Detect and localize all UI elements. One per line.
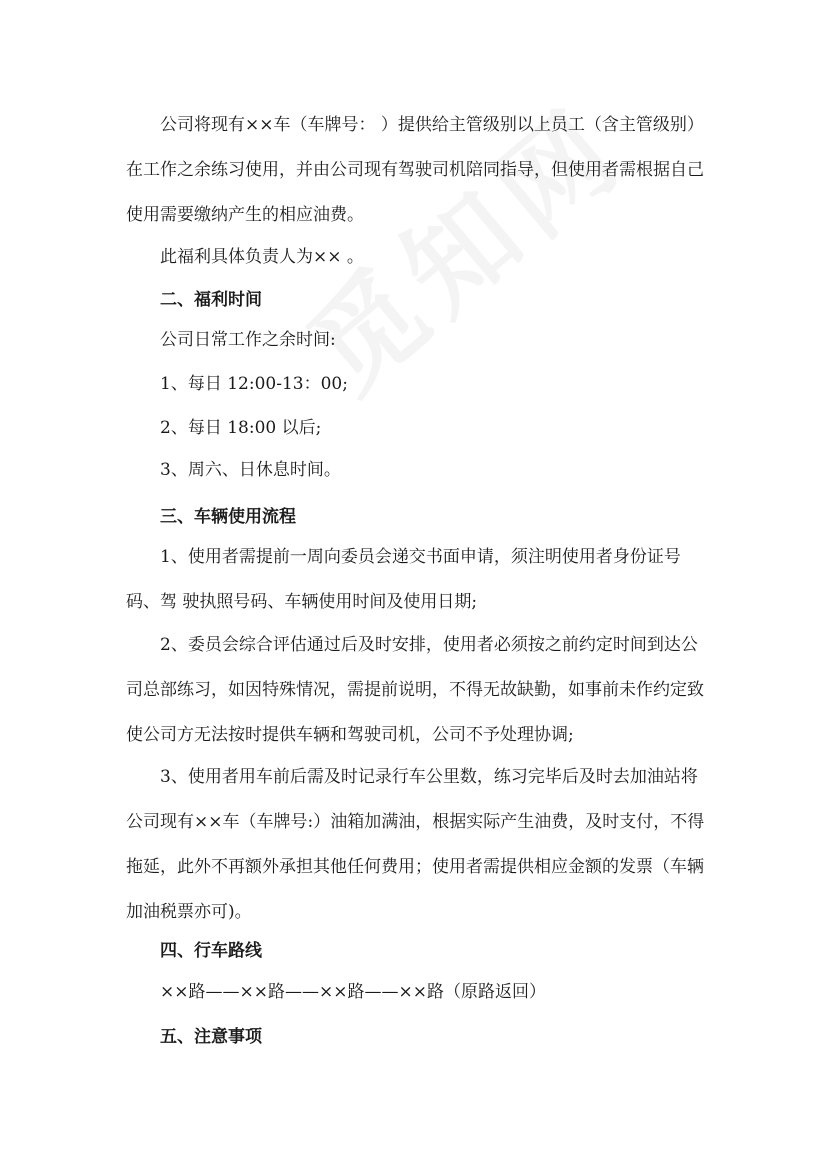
list-item-time-3: 3、周六、日休息时间。 [160, 460, 341, 480]
heading-vehicle-process: 三、车辆使用流程 [160, 507, 296, 527]
list-item-process-2: 2、委员会综合评估通过后及时安排，使用者必须按之前约定时间到达公司总部练习，如因特殊情况，需提前说明，不得无故缺勤，如事前未作约定致使公司方无法按时提供车辆和驾驶司机，公司不予处理协调; [126, 635, 704, 745]
paragraph-time-intro: 公司日常工作之余时间: [160, 330, 336, 350]
list-item-time-2: 2、每日 18:00 以后; [160, 418, 322, 438]
paragraph-intro: 公司将现有××车（车牌号： ）提供给主管级别以上员工（含主管级别）在工作之余练习使用，并由公司现有驾驶司机陪同指导，但使用者需根据自己使用需要缴纳产生的相应油费。 [126, 115, 704, 225]
heading-route: 四、行车路线 [160, 941, 262, 961]
list-item-process-3: 3、使用者用车前后需及时记录行车公里数，练习完毕后及时去加油站将公司现有××车（车牌号:）油箱加满油，根据实际产生油费，及时支付，不得拖延，此外不再额外承担其他任何费用；使用者需提供相应金额的发票（车辆加油税票亦可)。 [126, 767, 705, 922]
heading-notes: 五、注意事项 [160, 1027, 262, 1047]
heading-welfare-time: 二、福利时间 [160, 290, 262, 310]
paragraph-route: ××路——××路——××路——××路（原路返回） [160, 982, 546, 1002]
paragraph-responsible: 此福利具体负责人为×× 。 [160, 247, 364, 267]
list-item-process-1: 1、使用者需提前一周向委员会递交书面申请，须注明使用者身份证号码、驾 驶执照号码、车辆使用时间及使用日期; [126, 547, 681, 612]
list-item-time-1: 1、每日 12:00-13：00; [160, 374, 348, 394]
